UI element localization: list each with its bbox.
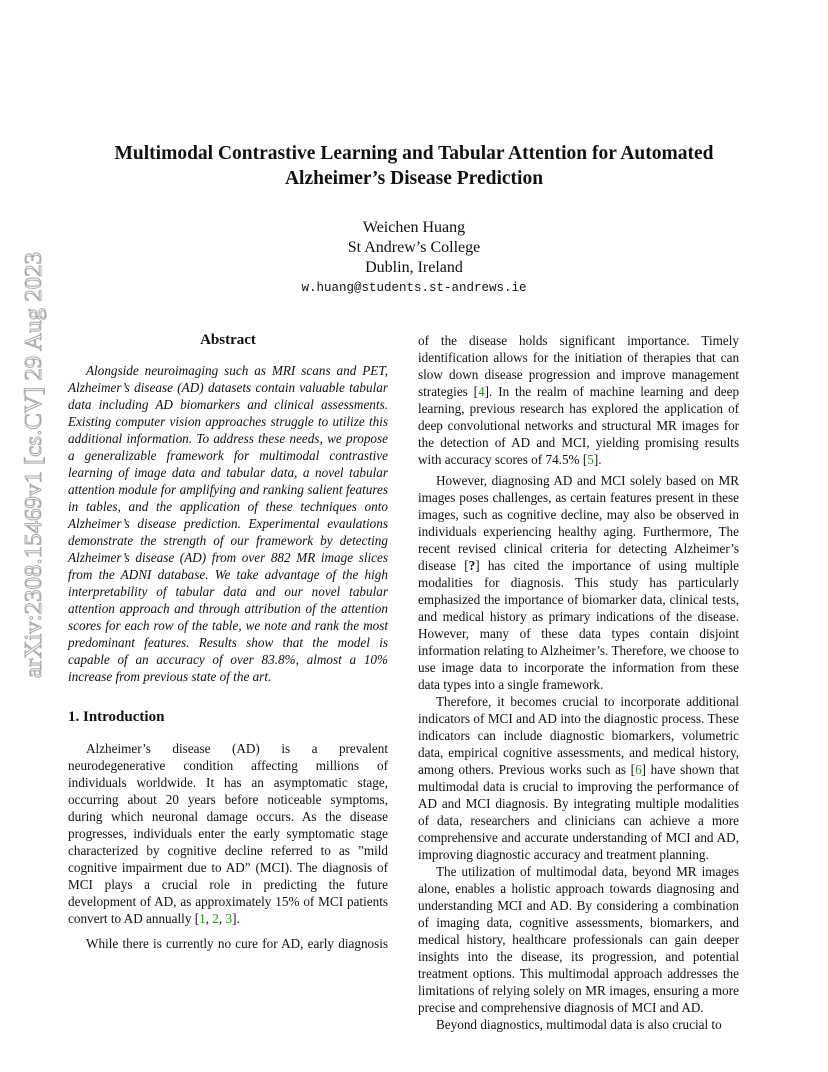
citation-link[interactable]: 4 <box>478 384 485 399</box>
paragraph-word: slow <box>418 367 443 382</box>
author-name: Weichen Huang <box>362 219 466 236</box>
paragraph-word: therapies <box>643 350 691 365</box>
paragraph-word: machine <box>589 384 635 399</box>
paragraph-text: ] has cited the importance of using multiple modalities for diagnosis. This study has particularly emphasized the importance of biomarker data, clinical tests, and medical history as primary indications of the disease. However, many of these data types contain disjoint information relating to Alzheimer’s. Therefore, we choose to use image data to incorporate the information from these data types into a single framework. <box>418 558 739 692</box>
title-line-2: Alzheimer’s Disease Prediction <box>284 168 544 189</box>
paragraph-word: allows <box>493 350 528 365</box>
paragraph-word: the <box>418 435 435 450</box>
paragraph-word: results <box>704 435 740 450</box>
paragraph-word: the <box>515 384 532 399</box>
paragraph-word: structural <box>601 418 652 433</box>
paragraph-word: early <box>307 936 335 951</box>
paragraph-word <box>457 333 469 348</box>
paragraph-word: cure <box>235 936 258 951</box>
paragraph-word: deep <box>714 384 740 399</box>
paragraph-word: images <box>681 418 719 433</box>
paragraph-word: accuracy <box>444 452 492 467</box>
paragraph-word <box>690 333 702 348</box>
paragraph-word: can <box>720 350 740 365</box>
citation-link[interactable]: 6 <box>635 762 642 777</box>
paragraph-word: progression <box>528 367 591 382</box>
paragraph-word: with <box>418 452 442 467</box>
author-affiliation: St Andrew’s College <box>347 239 481 256</box>
section-heading-introduction: 1. Introduction <box>68 709 165 725</box>
paragraph-word: management <box>671 367 739 382</box>
intro-left-column <box>68 740 388 952</box>
paragraph-word: and <box>536 435 556 450</box>
intro-right-column <box>418 332 739 1033</box>
author-location: Dublin, Ireland <box>365 259 463 276</box>
paragraph-word: explored <box>591 401 639 416</box>
paragraph-word: initiation <box>574 350 623 365</box>
paragraph-word: and <box>689 384 709 399</box>
paragraph-word: for <box>262 936 278 951</box>
paragraph-word: Timely <box>701 333 740 348</box>
paragraph-word: strategies <box>418 384 468 399</box>
author-block <box>0 218 828 298</box>
paragraph-word: currently <box>166 936 214 951</box>
abstract-heading: Abstract <box>200 332 256 348</box>
paragraph-word: AD <box>511 435 531 450</box>
intro-paragraph-4 <box>418 693 739 863</box>
paragraph-word: down <box>449 367 479 382</box>
paper-title <box>60 141 768 191</box>
paragraph-word: of <box>728 401 740 416</box>
paragraph-word: research <box>520 401 565 416</box>
paragraph-word: holds <box>518 333 548 348</box>
paragraph-word: networks <box>524 418 574 433</box>
missing-citation: ? <box>468 558 476 573</box>
paragraph-word: learning, <box>418 401 465 416</box>
citation-link[interactable]: 5 <box>587 452 594 467</box>
paragraph-word: ]. <box>593 452 602 467</box>
paragraph-word: promising <box>645 435 699 450</box>
paragraph-word: MCI, <box>561 435 590 450</box>
author-email: w.huang@students.st-andrews.ie <box>301 281 527 295</box>
paragraph-text: ] have shown that multimodal data is crucial to improving the performance of AD and MCI diagnosis. By integrating multiple modalities of data, researchers and clinicians can achieve a more comprehensive and accurate understanding of MCI and AD, improving diagnostic accuracy and treatment planning. <box>418 762 740 862</box>
paragraph-word: deep <box>418 418 443 433</box>
intro-paragraph-2-continued <box>418 332 739 468</box>
paragraph-word <box>429 333 441 348</box>
abstract-text: Alongside neuroimaging such as MRI scans and PET, Alzheimer’s disease (AD) datasets contain valuable tabular data including AD biomarkers and clinical assessments. Existing computer vision approaches struggle to utilize this additional information. To address these needs, we propose a generalizable framework for multimodal contrastive learning of image data and tabular data, a novel tabular attention module for amplifying and ranking salient features in tables, and the application of these techniques onto Alzheimer’s disease prediction. Experimental evaulations demonstrate the strength of our framework by detecting Alzheimer’s disease (AD) from over 882 MR image slices from the ADNI database. We take advantage of the high interpretability of tabular data and our novel tabular attention approach and through attribution of the attention scores for each row of the table, we note and rank the most predominant features. Results show that the model is capable of an accuracy of over 83.8%, almost a 10% increase from previous state of the art. <box>68 363 388 684</box>
intro-paragraph-2 <box>68 935 388 952</box>
paragraph-word: of <box>494 435 506 450</box>
paragraph-word: diagnosis <box>338 936 389 951</box>
paragraph-word: improve <box>621 367 666 382</box>
intro-paragraph-1: Alzheimer’s disease (AD) is a prevalent neurodegenerative condition affecting millions of individuals worldwide. It has an asymptomatic stage, occurring about 20 years before noticeable symptoms, during which neuronal damage occurs. As the disease progresses, individuals enter the early symptomatic stage characterized by cognitive decline referred to as ”mild cognitive impairment due to AD” (MCI). The diagnosis of MCI plays a crucial role in predicting the future development of AD, as approximately 15% of MCI patients convert to AD annually [1, 2, 3]. <box>68 741 388 926</box>
paragraph-word: ]. <box>484 384 493 399</box>
paragraph-word: and <box>578 418 598 433</box>
paragraph-word: yielding <box>595 435 639 450</box>
citation-link[interactable]: 2 <box>212 911 219 926</box>
paragraph-word: importance. <box>627 333 690 348</box>
paragraph-word: that <box>695 350 716 365</box>
intro-paragraph-6: Beyond diagnostics, multimodal data is also crucial to <box>436 1017 722 1032</box>
paragraph-word: disease <box>468 333 508 348</box>
paragraph-word: In <box>498 384 510 399</box>
arxiv-stamp <box>14 250 50 680</box>
paragraph-word: is <box>153 936 162 951</box>
paragraph-word: no <box>217 936 232 951</box>
paragraph-word: for <box>532 350 549 365</box>
paragraph-text: However, diagnosing AD and MCI solely based on MR images poses challenges, as certain features present in these images, such as cognitive decline, may also be observed in individuals experiencing healthy aging. Furthermore, The recent revised clinical criteria for detecting Alzheimer’s disease [ <box>418 473 739 573</box>
paragraph-word: for <box>723 418 740 433</box>
citation-link[interactable]: 1 <box>199 911 206 926</box>
arxiv-id-text: arXiv:2308.15469v1 [cs.CV] 29 Aug 2023 <box>20 258 47 678</box>
paragraph-word <box>548 333 560 348</box>
paragraph-word: of <box>418 333 429 348</box>
paragraph-word: [ <box>473 384 479 399</box>
paragraph-word: detection <box>440 435 489 450</box>
paragraph-word: has <box>569 401 587 416</box>
title-line-1: Multimodal Contrastive Learning and Tabular Attention for Automated <box>114 143 714 164</box>
paragraph-word: 74.5% <box>545 452 580 467</box>
paragraph-word: the <box>643 401 660 416</box>
paragraph-word: While <box>86 936 119 951</box>
paragraph-word: [ <box>582 452 588 467</box>
paragraph-word: of <box>627 350 639 365</box>
paragraph-word: the <box>553 350 570 365</box>
citation-link[interactable]: 3 <box>225 911 233 926</box>
paragraph-word: learning <box>640 384 684 399</box>
paragraph-word: and <box>596 367 616 382</box>
paragraph-word <box>507 333 519 348</box>
paragraph-word: realm <box>537 384 568 399</box>
paragraph-word: the <box>440 333 458 348</box>
paragraph-word: scores <box>494 452 528 467</box>
paragraph-word: application <box>664 401 723 416</box>
paragraph-word <box>615 333 627 348</box>
paragraph-word: AD, <box>281 936 304 951</box>
paragraph-word: identification <box>418 350 489 365</box>
intro-paragraph-5: The utilization of multimodal data, beyond MR images alone, enables a holistic approach towards diagnosing and understanding MCI and AD. By considering a combination of imaging data, cognitive assessments, biomarkers, and medical history, healthcare professionals can gain deeper insights into the disease, its progression, and potential treatment options. This multimodal approach addresses the limitations of relying solely on MR images, ensuring a more precise and comprehensive diagnosis of MCI and AD. <box>418 864 739 1015</box>
paragraph-text: Therefore, it becomes crucial to incorporate additional indicators of MCI and AD into the diagnostic process. These indicators can include diagnostic biomarkers, volumetric data, empirical cognitive assessments, and medical history, among others. Previous works such as [ <box>418 694 739 777</box>
paragraph-text: ]. <box>232 911 240 926</box>
intro-paragraph-3 <box>418 472 739 693</box>
paragraph-text: Alzheimer’s disease (AD) is a prevalent neurodegenerative condition affecting millions of individuals worldwide. It has an asymptomatic stage, occurring about 20 years before noticeable symptoms, during which neuronal damage occurs. As the disease progresses, individuals enter the early symptomatic stage characterized by cognitive decline referred to as ”mild cognitive impairment due to AD” (MCI). The diagnosis of MCI plays a crucial role in predicting the future development of AD, as approximately 15% of MCI patients convert to AD annually [ <box>68 741 388 926</box>
paragraph-word: of <box>531 452 543 467</box>
paragraph-word: previous <box>469 401 516 416</box>
paragraph-word: significant <box>559 333 616 348</box>
paragraph-word: there <box>122 936 149 951</box>
paragraph-word: of <box>572 384 584 399</box>
paragraph-word: MR <box>656 418 677 433</box>
paragraph-word: disease <box>484 367 523 382</box>
paragraph-word: convolutional <box>447 418 521 433</box>
